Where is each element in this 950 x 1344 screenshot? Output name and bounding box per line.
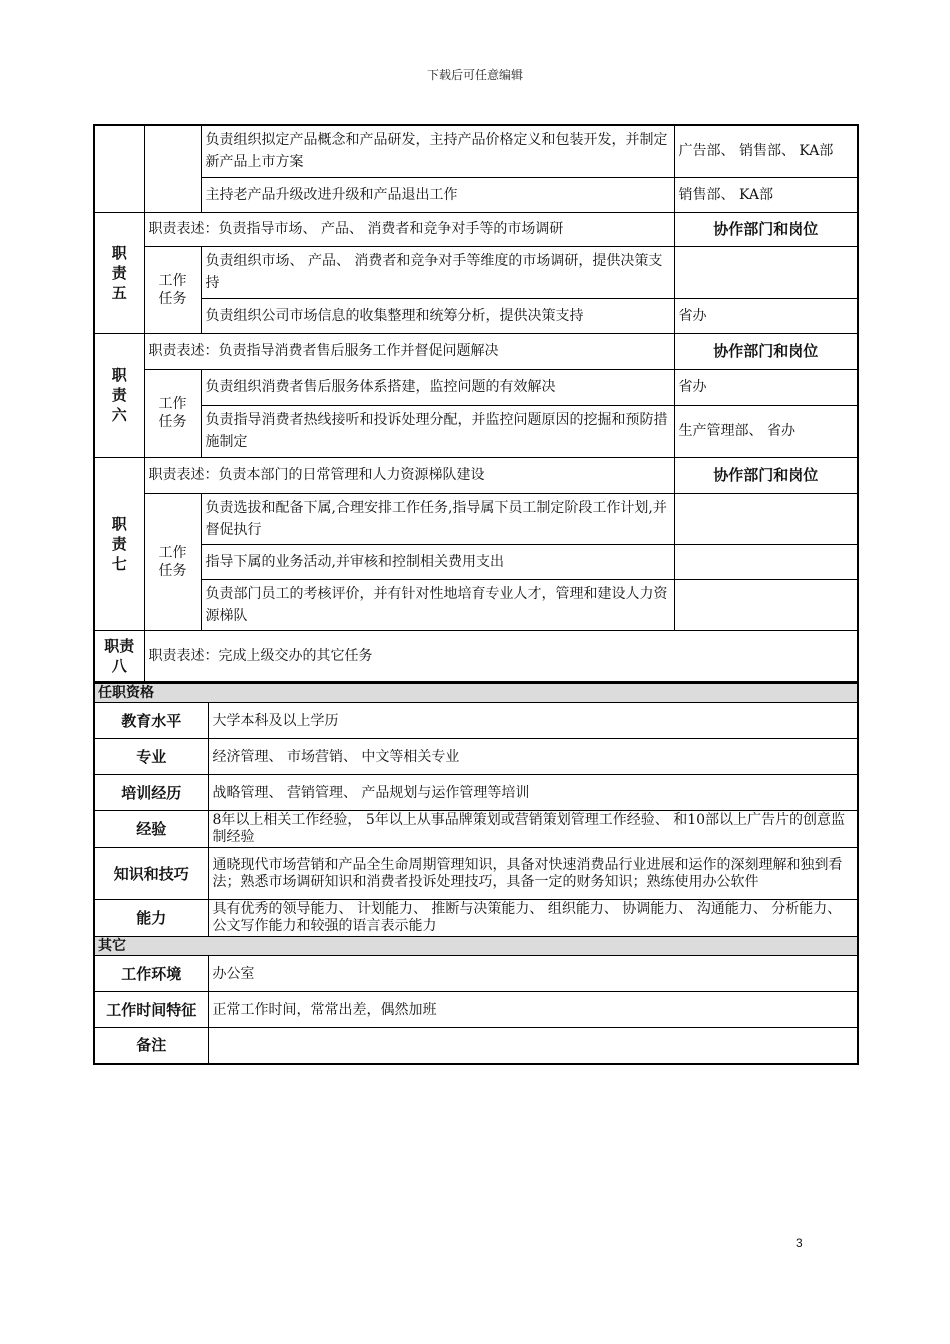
qual-value-major: 经济管理、 市场营销、 中文等相关专业 [208, 739, 858, 775]
collab-dept [674, 246, 858, 298]
task-label [144, 493, 201, 630]
task-text: 负责选拔和配备下属,合理安排工作任务,指导属下员工制定阶段工作计划,并督促执行 [201, 493, 674, 544]
collab-dept: 销售部、 KA部 [674, 177, 858, 212]
qual-label-knowledge: 知识和技巧 [94, 848, 208, 900]
task-text: 负责组织市场、 产品、 消费者和竞争对手等维度的市场调研，提供决策支持 [201, 246, 674, 298]
qual-value-education: 大学本科及以上学历 [208, 703, 858, 739]
other-value-work-hours: 正常工作时间，常常出差，偶然加班 [208, 992, 858, 1028]
task-label-text: 工作 任务 [158, 544, 187, 579]
qual-value-knowledge: 通晓现代市场营销和产品全生命周期管理知识，具备对快速消费品行业进展和运作的深刻理解和独到看法；熟悉市场调研知识和消费者投诉处理技巧，具备一定的财务知识；熟练使用办公软件 [208, 848, 858, 900]
task-label [144, 369, 201, 457]
task-text: 负责组织公司市场信息的收集整理和统筹分析，提供决策支持 [201, 298, 674, 333]
qual-label-training: 培训经历 [94, 775, 208, 811]
duty-label-cell [94, 125, 144, 212]
duty-label-text: 职责 八 [104, 636, 135, 675]
duty-description: 职责表述：完成上级交办的其它任务 [144, 630, 858, 682]
collab-dept: 省办 [674, 369, 858, 405]
qual-value-experience: 8年以上相关工作经验， 5年以上从事品牌策划或营销策划管理工作经验、 和10部以上广告片的创意监制经验 [208, 811, 858, 848]
other-value-environment: 办公室 [208, 956, 858, 992]
job-description-table [93, 124, 857, 1065]
task-text: 负责组织拟定产品概念和产品研发，主持产品价格定义和包装开发，并制定新产品上市方案 [201, 125, 674, 177]
qual-label-experience: 经验 [94, 811, 208, 848]
task-text: 负责部门员工的考核评价，并有针对性地培育专业人才，管理和建设人力资源梯队 [201, 579, 674, 630]
task-label-text: 工作 任务 [158, 272, 187, 307]
page-number: 3 [796, 1236, 803, 1250]
other-label-remarks: 备注 [94, 1028, 208, 1064]
section-title-qualifications: 任职资格 [94, 684, 858, 703]
task-label [144, 246, 201, 333]
section-title-other: 其它 [94, 937, 858, 956]
other-label-environment: 工作环境 [94, 956, 208, 992]
duty-label [94, 630, 144, 682]
other-label-work-hours: 工作时间特征 [94, 992, 208, 1028]
collab-dept: 广告部、 销售部、 KA部 [674, 125, 858, 177]
collab-header: 协作部门和岗位 [674, 457, 858, 493]
qual-label-education: 教育水平 [94, 703, 208, 739]
qual-value-ability: 具有优秀的领导能力、 计划能力、 推断与决策能力、 组织能力、 协调能力、 沟通能力、 分析能力、 公文写作能力和较强的语言表示能力 [208, 900, 858, 937]
qual-value-training: 战略管理、 营销管理、 产品规划与运作管理等培训 [208, 775, 858, 811]
duty-description: 职责表述：负责指导市场、 产品、 消费者和竞争对手等的市场调研 [144, 212, 674, 246]
qual-label-major: 专业 [94, 739, 208, 775]
duty-label [94, 212, 144, 333]
duty-label-text: 职 责 六 [111, 366, 127, 424]
duty-description: 职责表述：负责本部门的日常管理和人力资源梯队建设 [144, 457, 674, 493]
task-label-cell [144, 125, 201, 212]
duty-label [94, 457, 144, 630]
collab-header: 协作部门和岗位 [674, 333, 858, 369]
collab-header: 协作部门和岗位 [674, 212, 858, 246]
task-text: 负责指导消费者热线接听和投诉处理分配，并监控问题原因的挖掘和预防措施制定 [201, 405, 674, 457]
task-label-text: 工作 任务 [158, 396, 187, 430]
duty-label-text: 职 责 五 [111, 243, 127, 302]
collab-dept: 省办 [674, 298, 858, 333]
duty-label-text: 职 责 七 [111, 514, 127, 573]
qual-label-ability: 能力 [94, 900, 208, 937]
task-text: 主持老产品升级改进升级和产品退出工作 [201, 177, 674, 212]
header-note: 下载后可任意编辑 [426, 68, 523, 82]
collab-dept [674, 544, 858, 579]
collab-dept [674, 579, 858, 630]
other-value-remarks [208, 1028, 858, 1064]
qualifications-table [93, 683, 859, 1065]
duty-label [94, 333, 144, 457]
task-text: 指导下属的业务活动,并审核和控制相关费用支出 [201, 544, 674, 579]
collab-dept: 生产管理部、 省办 [674, 405, 858, 457]
duty-description: 职责表述：负责指导消费者售后服务工作并督促问题解决 [144, 333, 674, 369]
duties-table [93, 124, 859, 683]
task-text: 负责组织消费者售后服务体系搭建，监控问题的有效解决 [201, 369, 674, 405]
collab-dept [674, 493, 858, 544]
